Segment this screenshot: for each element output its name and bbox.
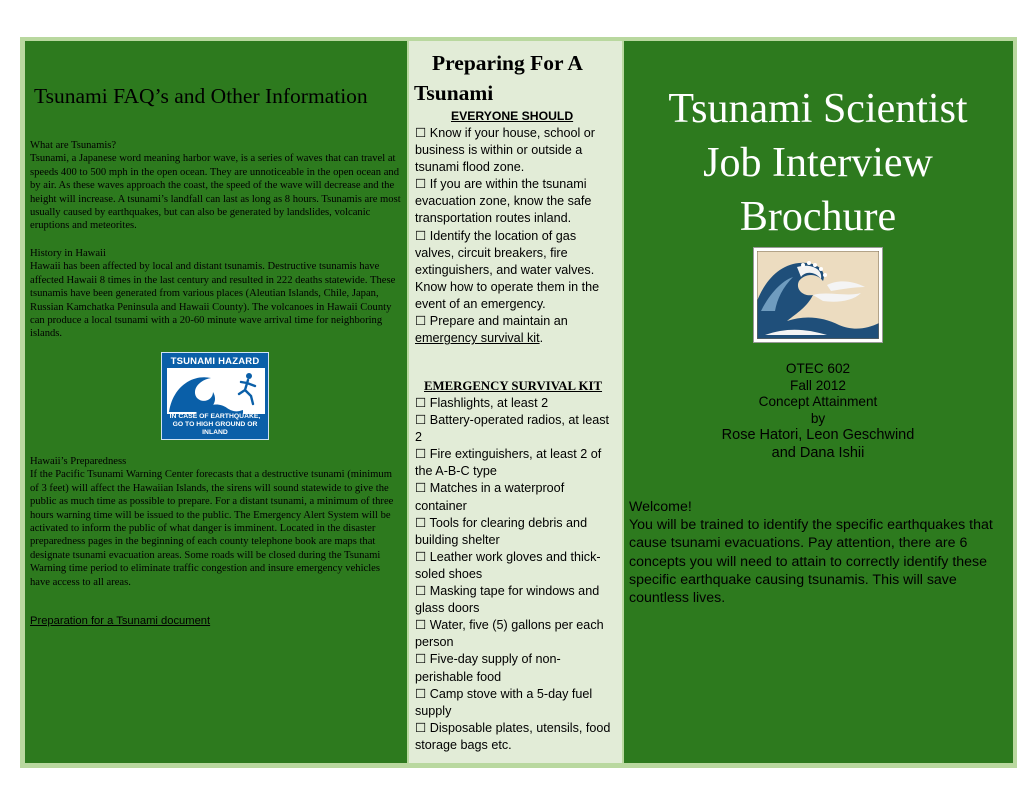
wave-runner-icon	[167, 368, 265, 414]
title-line: Job Interview	[703, 140, 933, 186]
everyone-should-heading: EVERYONE SHOULD	[451, 109, 574, 123]
preparedness-section	[30, 455, 402, 589]
list-item: ☐ Know if your house, school or business is within or outside a tsunami flood zone.	[415, 126, 595, 175]
course-code: OTEC 602	[785, 361, 851, 376]
list-item: ☐ Water, five (5) gallons per each person	[415, 618, 604, 650]
list-item: ☐ Fire extinguishers, at least 2 of the A-B-C type	[415, 447, 602, 479]
authors-line: Rose Hatori, Leon Geschwind	[721, 427, 915, 443]
list-item: ☐ Camp stove with a 5-day fuel supply	[415, 686, 593, 718]
welcome-block	[629, 498, 1007, 607]
what-are-tsunamis-section	[30, 139, 402, 233]
preparing-title-line2: Tsunami	[414, 81, 494, 105]
list-item: ☐ Five-day supply of non-perishable food	[415, 652, 561, 684]
list-item: ☐ Leather work gloves and thick-soled shoes	[415, 549, 601, 581]
list-item-text: ☐ Prepare and maintain an	[415, 314, 568, 329]
faq-title: Tsunami FAQ’s and Other Information	[34, 84, 368, 108]
history-body: Hawaii has been affected by local and distant tsunamis. Destructive tsunamis have affected Hawaii 8 times in the last century and resulted in 222 deaths statewide. These tsunamis have been generated from various places (Aleutian Islands, Chile, Japan, Russian Kamchatka Peninsula and Hawaii County). The volcanoes in Hawaii County can produce a local tsunami with a 20-60 minute wave arrival time for neighboring islands.	[30, 261, 396, 340]
concept-subtitle: Concept Attainment	[758, 394, 878, 409]
list-item: ☐ Prepare and maintain an emergency survival kit.	[415, 314, 568, 346]
preparation-document-link[interactable]: Preparation for a Tsunami document	[30, 615, 211, 627]
tsunami-hazard-sign	[161, 352, 269, 440]
sign-title: TSUNAMI HAZARD	[170, 356, 260, 367]
great-wave-icon	[757, 251, 879, 339]
prep-heading: Hawaii’s Preparedness	[30, 456, 127, 467]
what-body: Tsunami, a Japanese word meaning harbor wave, is a series of waves that can travel at speeds 400 to 500 mph in the open ocean. They are unnoticeable in the open ocean and by air. As these waves approach the coast, the speed of the wave will decrease and the height will increase. A tsunami’s landfall can last as long as 8 hours. Tsunamis are most usually caused by earthquakes, but can also be generated by landslides, volcanic eruptions and meteorites.	[30, 153, 401, 232]
title-line: Tsunami Scientist	[668, 86, 968, 132]
list-item: ☐ Disposable plates, utensils, food storage bags etc.	[415, 720, 611, 752]
list-item: ☐ Identify the location of gas valves, circuit breakers, fire extinguishers, and water valves. Know how to operate them in the event of an emergency.	[415, 228, 600, 311]
what-heading: What are Tsunamis?	[30, 140, 117, 151]
welcome-body: You will be trained to identify the specific earthquakes that cause tsunami evacuations. Pay attention, there are 6 concepts you will need to attain to correctly identify these specific earthquake causing tsunamis. This will save countless lives.	[629, 517, 993, 607]
welcome-heading: Welcome!	[629, 499, 692, 515]
term: Fall 2012	[790, 377, 846, 393]
history-heading: History in Hawaii	[30, 248, 106, 259]
list-item: ☐ Tools for clearing debris and building shelter	[415, 515, 588, 547]
list-item: ☐ Matches in a waterproof container	[415, 481, 565, 513]
history-section	[30, 247, 402, 341]
everyone-should-list	[415, 125, 617, 347]
list-item: ☐ Flashlights, at least 2	[415, 396, 549, 410]
by-label: by	[810, 410, 826, 426]
survival-kit-heading: EMERGENCY SURVIVAL KIT	[424, 379, 603, 393]
list-item: ☐ Masking tape for windows and glass doors	[415, 584, 600, 616]
brochure-title	[628, 82, 1008, 244]
credits-block	[628, 361, 1008, 463]
title-line: Brochure	[739, 194, 897, 240]
sign-instruction: IN CASE OF EARTHQUAKE, GO TO HIGH GROUND OR INLAND	[169, 413, 261, 436]
survival-kit-list	[415, 395, 617, 754]
preparing-title-line1: Preparing For A	[432, 51, 583, 75]
emergency-kit-link[interactable]: emergency survival kit	[415, 331, 540, 346]
prep-body: If the Pacific Tsunami Warning Center forecasts that a destructive tsunami (minimum of 3 feet) will affect the Hawaiian Islands, the sirens will sound statewide to give the public as much time as possible to prepare. For a distant tsunami, a minimum of three hours warning time will be issued to the public. The Emergency Alert System will be activated to inform the public of what danger is imminent. Located in the disaster preparedness pages in the beginning of each county telephone book are maps that designate tsunami evacuation areas. Some roads will be closed during the Tsunami Warning time period to eliminate traffic congestion and insure emergency vehicles have access to all areas.	[30, 469, 394, 588]
list-item: ☐ If you are within the tsunami evacuation zone, know the safe transportation routes inland.	[415, 177, 592, 226]
authors-line: and Dana Ishii	[771, 444, 865, 461]
list-item: ☐ Battery-operated radios, at least 2	[415, 413, 609, 445]
great-wave-image	[753, 247, 883, 343]
preparing-title	[414, 48, 619, 108]
